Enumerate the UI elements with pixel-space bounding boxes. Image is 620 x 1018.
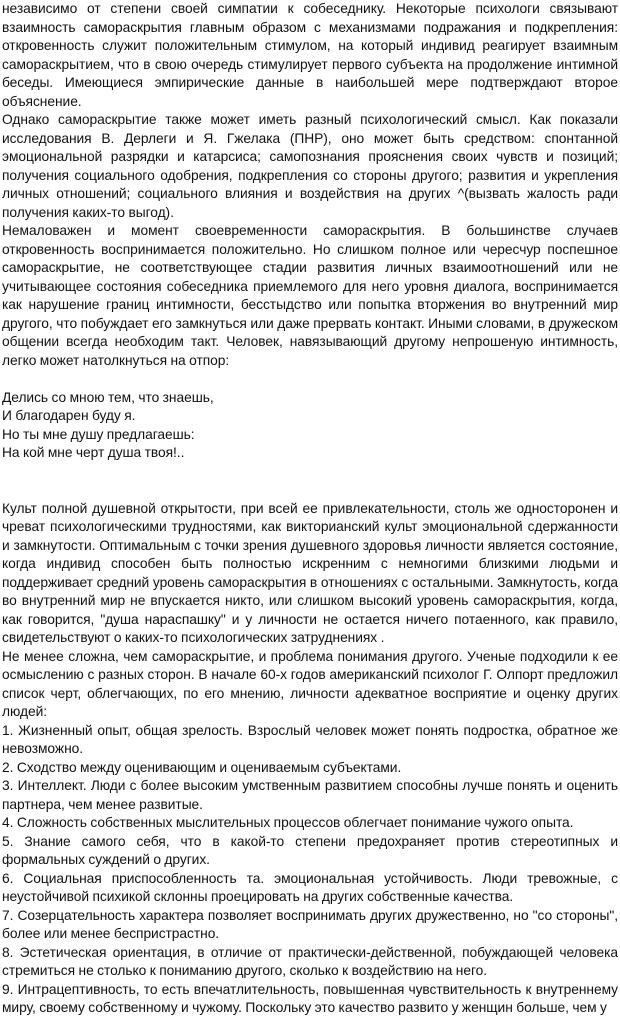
text-block-bottom xyxy=(2,500,618,1018)
paragraph: независимо от степени своей симпатии к собеседнику. Некоторые психологи связывают взаимность самораскрытия главным образом с механизмами подражания и подкрепления: откровенность служит положительным стимулом, на который индивид реагирует взаимным самораскрытием, что в свою очередь стимулирует первого субъекта на продолжение интимной беседы. Имеющиеся эмпирические данные в наибольшей мере подтверждают второе объяснение. xyxy=(2,1,618,109)
paragraph: Немаловажен и момент своевременности самораскрытия. В большинстве случаев откровенность воспринимается положительно. Но слишком полное или чересчур поспешное самораскрытие, не соответствующее стадии развития личных взаимоотношений или не учитывающее состояния собеседника приемлемого для него уровня диалога, воспринимается как нарушение границ интимности, бесстыдство или попытка вторжения во внутренний мир другого, что побуждает его замкнуться или даже прервать контакт. Иными словами, в дружеском общении всегда необходим такт. Человек, навязывающий другому непрошеную интимность, легко может натолкнуться на отпор: xyxy=(2,223,618,368)
list-item: 2. Сходство между оценивающим и оцениваемым субъектами. xyxy=(2,759,402,775)
poem-quote xyxy=(2,389,618,463)
paragraph: Однако самораскрытие также может иметь разный психологический смысл. Как показали исследования В. Дерлеги и Я. Гжелака (ПНР), оно может быть средством: спонтанной эмоциональной разрядки и катарсиса; самопознания прояснения своих чувств и позиций; получения социального одобрения, подкрепления со стороны другого; развития и укрепления личных отношений; социального влияния и воздействия на других ^(вызвать жалость ради получения каких-то выгод). xyxy=(2,112,618,220)
list-item: 9. Интрацептивность, то есть впечатлительность, повышенная чувствительность к внутреннему миру, своему собственному и чужому. Поскольку это качество развито у женщин больше, чем у xyxy=(2,981,618,1015)
poem-line: На кой мне черт душа твоя!.. xyxy=(2,445,185,460)
list-item: 7. Созерцательность характера позволяет воспринимать других дружественно, но "со стороны", более или менее беспристрастно. xyxy=(2,907,618,941)
paragraph: Культ полной душевной открытости, при всей ее привлекательности, столь же односторонен и чреват психологическими трудностями, как викторианский культ эмоциональной сдержанности и замкнутости. Оптимальным с точки зрения душевного здоровья личности является состояние, когда индивид способен быть полностью искренним с немногими близкими людьми и поддерживает средний уровень самораскрытия в отношениях с остальными. Замкнутость, когда во внутренний мир не впускается никто, или слишком высокий уровень самораскрытия, когда, как говорится, "душа нараспашку" и у личности не остается ничего потаенного, как правило, свидетельствуют о каких-то психологических затруднениях . xyxy=(2,500,618,645)
list-item: 6. Социальная приспособленность та. эмоциональная устойчивость. Люди тревожные, с неустойчивой психикой склонны проецировать на других собственные качества. xyxy=(2,870,618,904)
list-item: 5. Знание самого себя, что в какой-то степени предохраняет против стереотипных и формальных суждений о других. xyxy=(2,833,618,867)
list-item: 4. Сложность собственных мыслительных процессов облегчает понимание чужого опыта. xyxy=(2,815,574,830)
poem-line: Но ты мне душу предлагаешь: xyxy=(2,426,195,442)
poem-line: Делись со мною тем, что знаешь, xyxy=(2,389,214,405)
list-item: 3. Интеллект. Люди с более высоким умственным развитием способны лучше понять и оценить партнера, чем менее развитые. xyxy=(2,778,618,812)
text-block-top xyxy=(2,0,618,370)
paragraph: Не менее сложна, чем самораскрытие, и проблема понимания другого. Ученые подходили к ее осмыслению с разных сторон. В начале 60-х годов американский психолог Г. Олпорт предложил список черт, облегчающих, по его мнению, личности адекватное восприятие и оценку других людей: xyxy=(2,648,618,719)
list-item: 8. Эстетическая ориентация, в отличие от практически-действенной, побуждающей человека стремиться не столько к пониманию другого, сколько к воздействию на него. xyxy=(2,944,618,978)
list-item: 1. Жизненный опыт, общая зрелость. Взрослый человек может понять подростка, обратное же невозможно. xyxy=(2,722,618,756)
poem-line: И благодарен буду я. xyxy=(2,408,136,423)
